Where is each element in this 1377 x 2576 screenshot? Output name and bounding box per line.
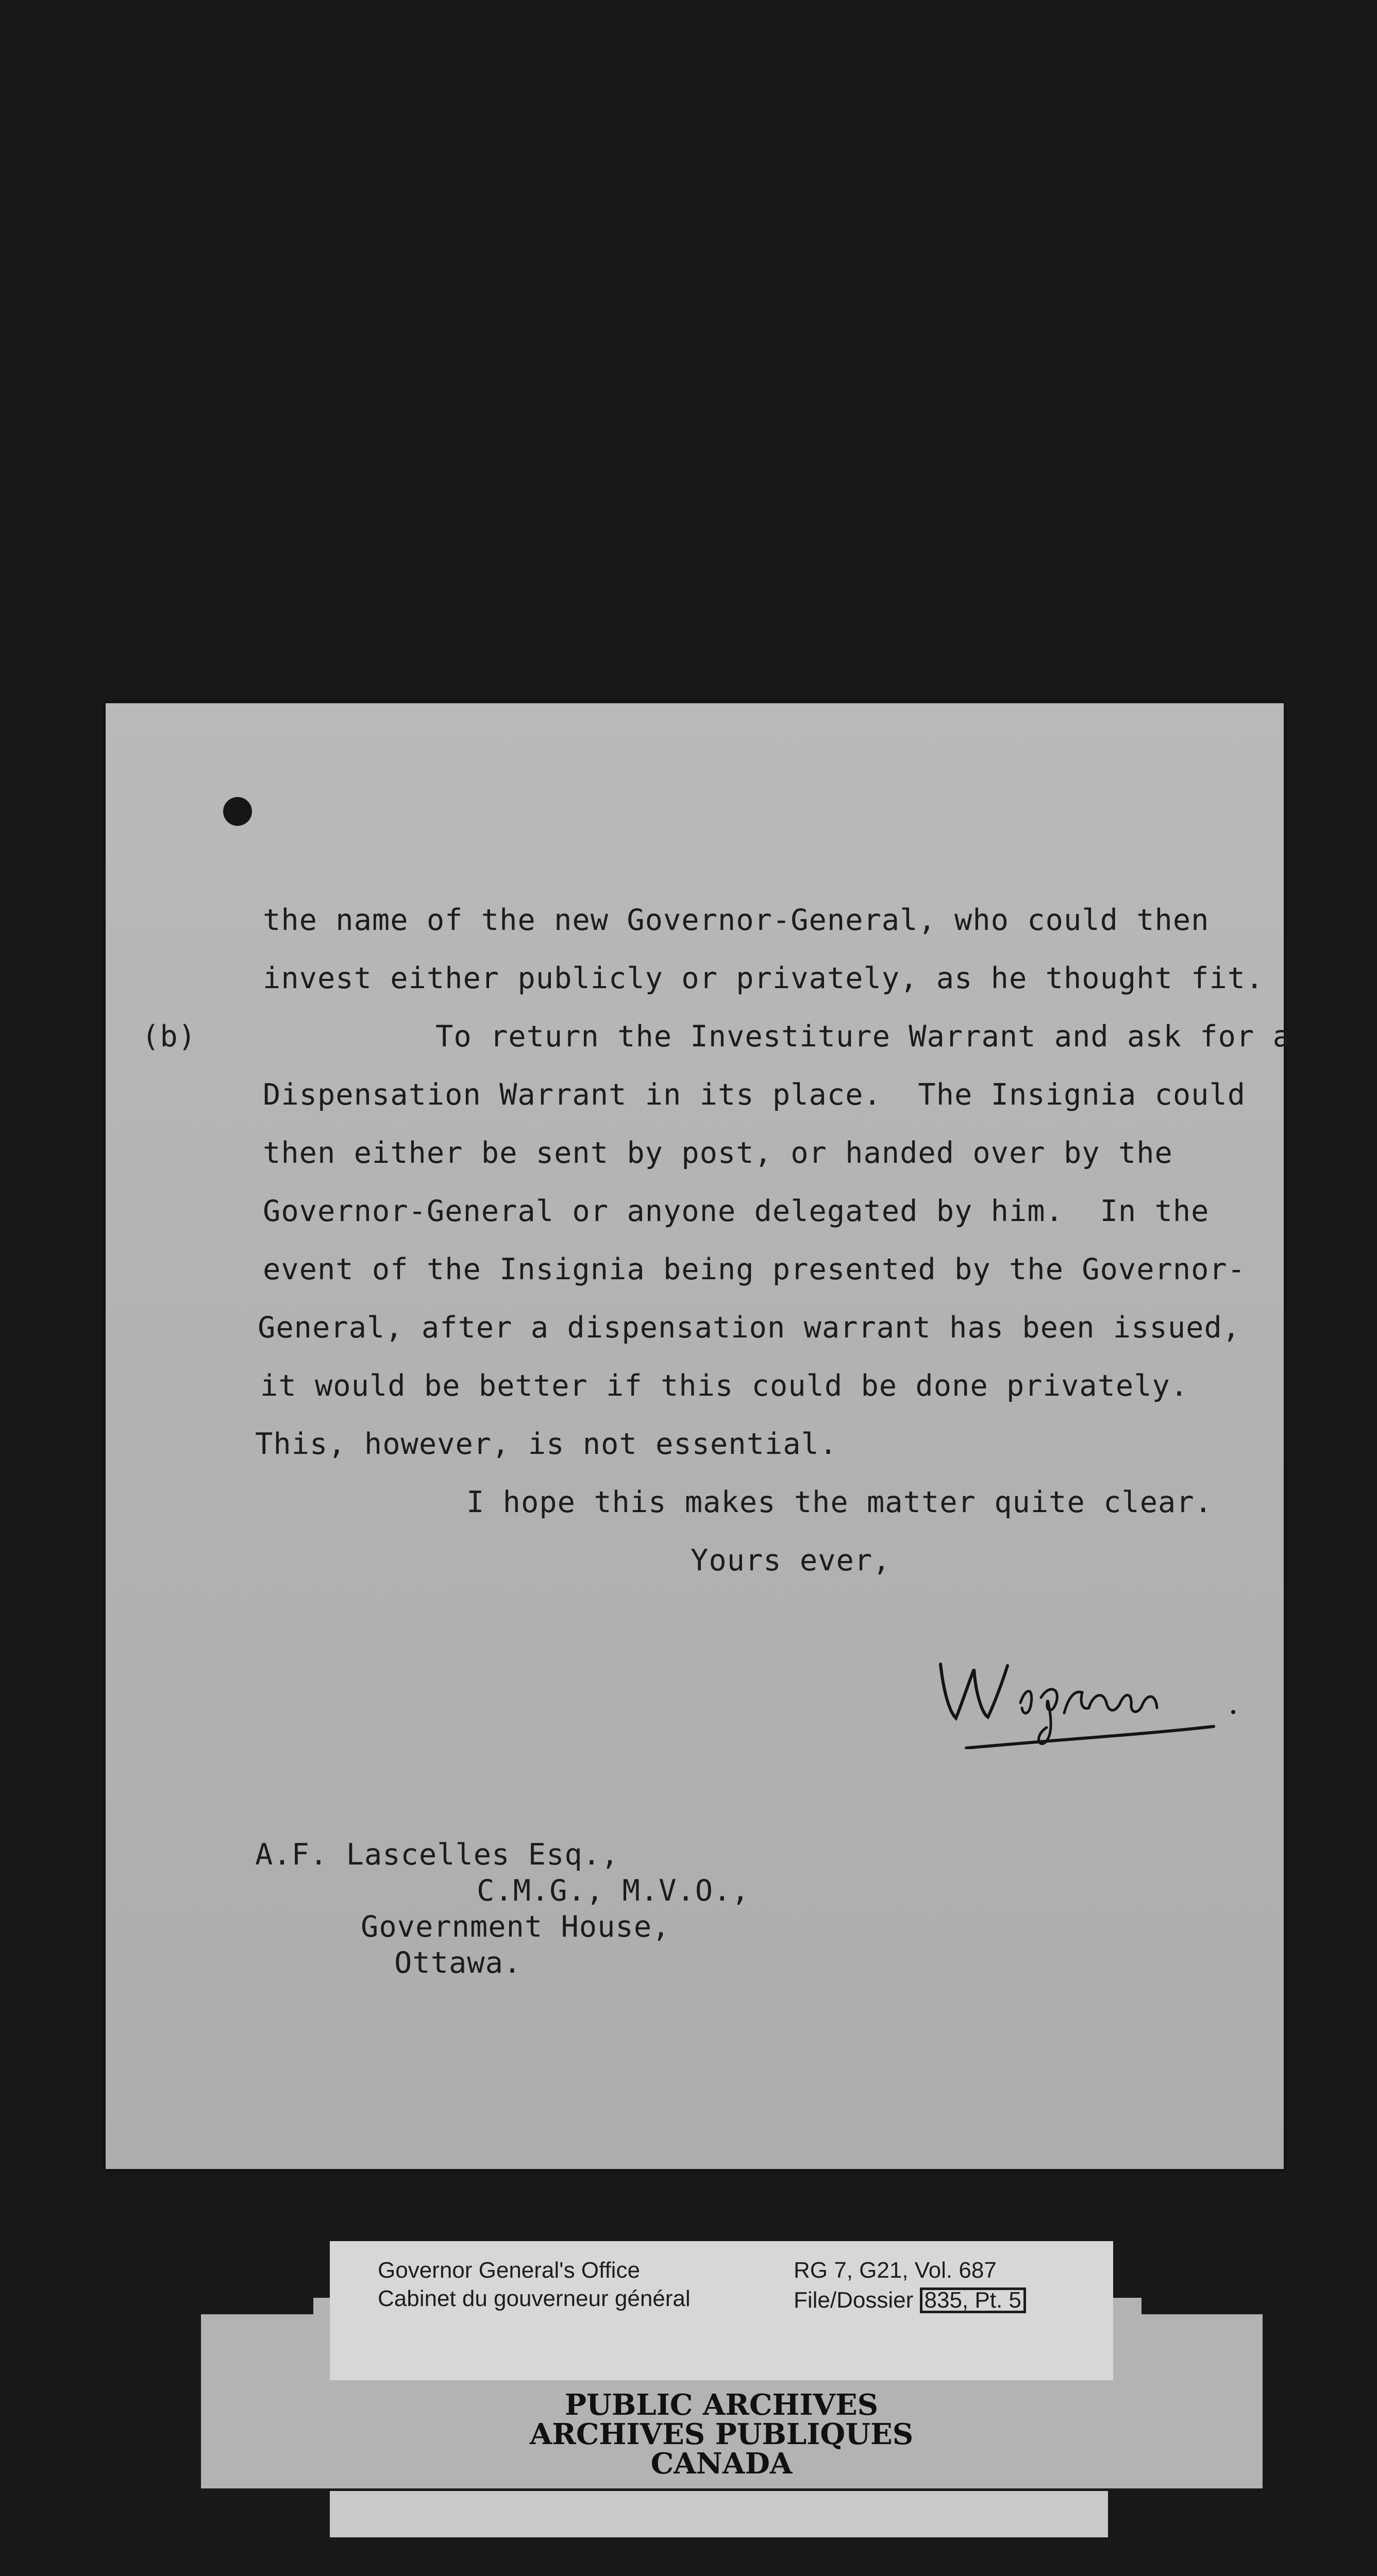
letter-line: This, however, is not essential. (255, 1427, 838, 1461)
letter-line: Governor-General or anyone delegated by him. In the (263, 1194, 1210, 1228)
archive-reference: RG 7, G21, Vol. 687 (794, 2258, 997, 2283)
label-notch (1141, 2298, 1263, 2314)
address-line: Government House, (361, 1910, 670, 1944)
valediction: Yours ever, (691, 1544, 891, 1578)
office-name-fr: Cabinet du gouverneur général (378, 2286, 691, 2311)
stamp-line: PUBLIC ARCHIVES (564, 2388, 879, 2422)
letter-line: invest either publicly or privately, as he thought fit. (263, 961, 1264, 995)
letter-line: then either be sent by post, or handed over by the (263, 1136, 1173, 1170)
item-marker: (b) (142, 1020, 196, 1054)
letter-line: General, after a dispensation warrant has been issued, (258, 1311, 1241, 1345)
letter-line: it would be better if this could be done privately. (260, 1369, 1189, 1403)
signature (925, 1625, 1286, 1749)
file-label: File/Dossier (794, 2287, 914, 2313)
address-line: Ottawa. (394, 1946, 522, 1980)
closing-line: I hope this makes the matter quite clear. (466, 1485, 1213, 1519)
address-line: A.F. Lascelles Esq., (255, 1838, 619, 1872)
file-number: 835, Pt. 5 (920, 2287, 1026, 2313)
letter-line: Dispensation Warrant in its place. The Insignia could (263, 1078, 1246, 1112)
letter-page (106, 703, 1291, 2169)
stamp-line: CANADA (650, 2447, 793, 2481)
office-name-en: Governor General's Office (378, 2258, 640, 2283)
label-strip (330, 2491, 1108, 2537)
address-line: C.M.G., M.V.O., (477, 1874, 750, 1908)
punch-hole (223, 797, 252, 826)
file-reference (794, 2287, 1026, 2313)
label-notch (201, 2298, 313, 2314)
letter-line: event of the Insignia being presented by the Governor- (263, 1252, 1246, 1286)
stamp-line: ARCHIVES PUBLIQUES (529, 2417, 914, 2451)
letter-line: To return the Investiture Warrant and ask for a (435, 1020, 1291, 1054)
letter-line: the name of the new Governor-General, who could then (263, 903, 1210, 937)
